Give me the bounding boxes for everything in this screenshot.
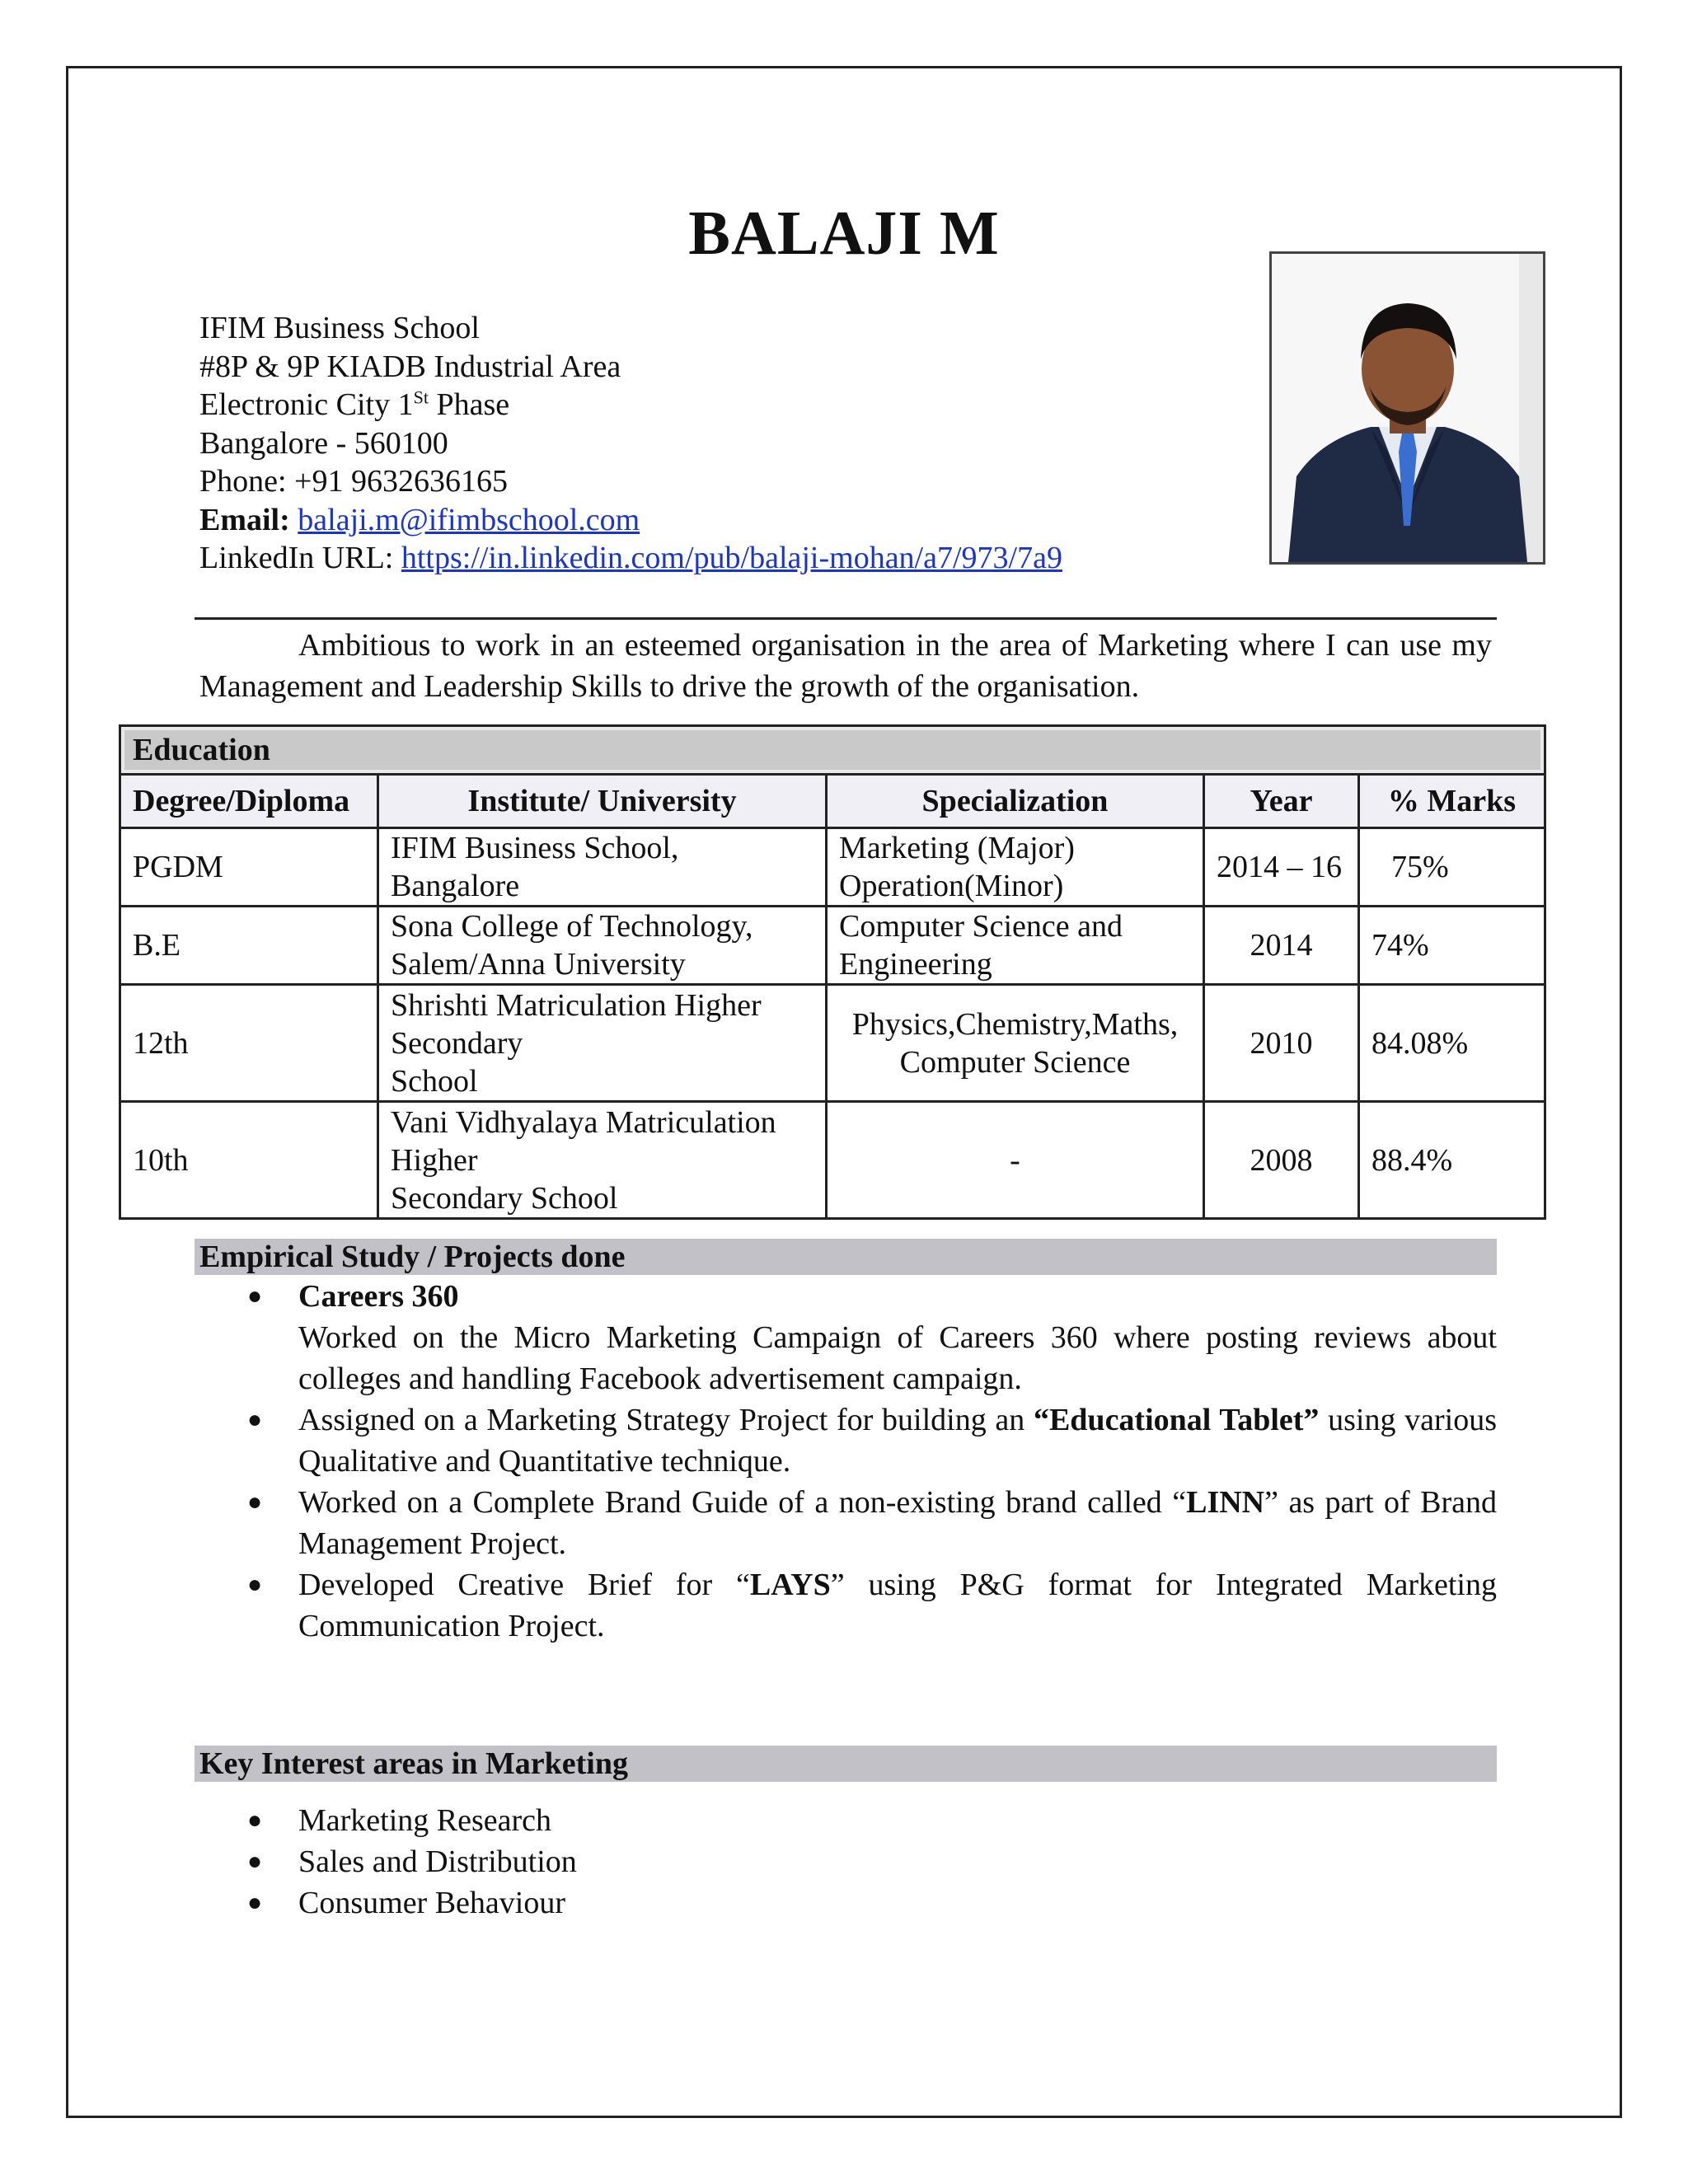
degree-cell: PGDM	[120, 828, 378, 907]
year-cell: 2014 – 16	[1204, 828, 1359, 907]
bullet-icon: ●	[247, 1406, 263, 1433]
header-specialization: Specialization	[827, 775, 1204, 828]
bullet-icon: ●	[247, 1571, 263, 1598]
address-line-4: Bangalore - 560100	[199, 425, 448, 461]
specialization-cell: Marketing (Major) Operation(Minor)	[827, 828, 1204, 907]
bullet-icon: ●	[247, 1282, 263, 1310]
bullet-icon: ●	[247, 1848, 263, 1875]
linkedin-line: LinkedIn URL: https://in.linkedin.com/pub/balaji-mohan/a7/973/7a9	[199, 541, 1062, 575]
degree-cell: 12th	[120, 985, 378, 1102]
interests-heading: Key Interest areas in Marketing	[195, 1746, 1497, 1782]
email-link[interactable]: balaji.m@ifimbschool.com	[298, 502, 640, 537]
institute-cell: IFIM Business School, Bangalore	[378, 828, 827, 907]
person-photo-icon	[1272, 254, 1543, 562]
phone-line: Phone: +91 9632636165	[199, 464, 508, 499]
address-line-3: Electronic City 1St Phase	[199, 387, 510, 422]
interests-list	[195, 1800, 1497, 1924]
list-item: ● Consumer Behaviour	[195, 1882, 1497, 1924]
institute-cell: Vani Vidhyalaya Matriculation Higher Secondary School	[378, 1102, 827, 1219]
specialization-cell: Physics,Chemistry,Maths, Computer Science	[827, 985, 1204, 1102]
email-line: Email: balaji.m@ifimbschool.com	[199, 502, 640, 537]
header-divider	[195, 617, 1497, 620]
marks-cell: 75%	[1359, 828, 1545, 907]
contact-block	[199, 309, 1062, 578]
education-title-row	[120, 726, 1545, 775]
specialization-cell: Computer Science and Engineering	[827, 907, 1204, 985]
list-item: ● Sales and Distribution	[195, 1841, 1497, 1882]
bullet-icon: ●	[247, 1807, 263, 1834]
career-objective: Ambitious to work in an esteemed organisation in the area of Marketing where I can use my Management and Leadership Skills to drive the growth of the organisation.	[199, 628, 1492, 704]
year-cell: 2008	[1204, 1102, 1359, 1219]
list-item: ● Worked on a Complete Brand Guide of a non-existing brand called “LINN” as part of Brand Management Project.	[195, 1482, 1497, 1564]
marks-cell: 84.08%	[1359, 985, 1545, 1102]
header-degree: Degree/Diploma	[120, 775, 378, 828]
degree-cell: B.E	[120, 907, 378, 985]
list-item: ● Careers 360 Worked on the Micro Marketing Campaign of Careers 360 where posting reviews about colleges and handling Facebook advertisement campaign.	[195, 1276, 1497, 1399]
table-header-row	[120, 775, 1545, 828]
list-item: ● Marketing Research	[195, 1800, 1497, 1841]
header-year: Year	[1204, 775, 1359, 828]
linkedin-link[interactable]: https://in.linkedin.com/pub/balaji-mohan/a7/973/7a9	[401, 541, 1062, 575]
list-item: ● Assigned on a Marketing Strategy Project for building an “Educational Tablet” using various Qualitative and Quantitative technique.	[195, 1399, 1497, 1482]
education-title: Education	[120, 726, 1545, 775]
specialization-cell: -	[827, 1102, 1204, 1219]
table-row	[120, 828, 1545, 907]
bullet-icon: ●	[247, 1889, 263, 1916]
marks-cell: 74%	[1359, 907, 1545, 985]
list-item: ● Developed Creative Brief for “LAYS” using P&G format for Integrated Marketing Communication Project.	[195, 1564, 1497, 1647]
projects-heading: Empirical Study / Projects done	[195, 1239, 1497, 1275]
degree-cell: 10th	[120, 1102, 378, 1219]
bullet-icon: ●	[247, 1488, 263, 1516]
year-cell: 2010	[1204, 985, 1359, 1102]
marks-cell: 88.4%	[1359, 1102, 1545, 1219]
institute-cell: Shrishti Matriculation Higher Secondary School	[378, 985, 827, 1102]
profile-photo	[1269, 251, 1545, 565]
table-row	[120, 985, 1545, 1102]
address-line-2: #8P & 9P KIADB Industrial Area	[199, 349, 621, 384]
header-institute: Institute/ University	[378, 775, 827, 828]
projects-list	[195, 1276, 1497, 1647]
address-line-1: IFIM Business School	[199, 311, 480, 345]
institute-cell: Sona College of Technology, Salem/Anna University	[378, 907, 827, 985]
header-marks: % Marks	[1359, 775, 1545, 828]
table-row	[120, 907, 1545, 985]
table-row	[120, 1102, 1545, 1219]
education-table	[119, 724, 1546, 1220]
year-cell: 2014	[1204, 907, 1359, 985]
candidate-name: BALAJI M	[688, 199, 1000, 268]
